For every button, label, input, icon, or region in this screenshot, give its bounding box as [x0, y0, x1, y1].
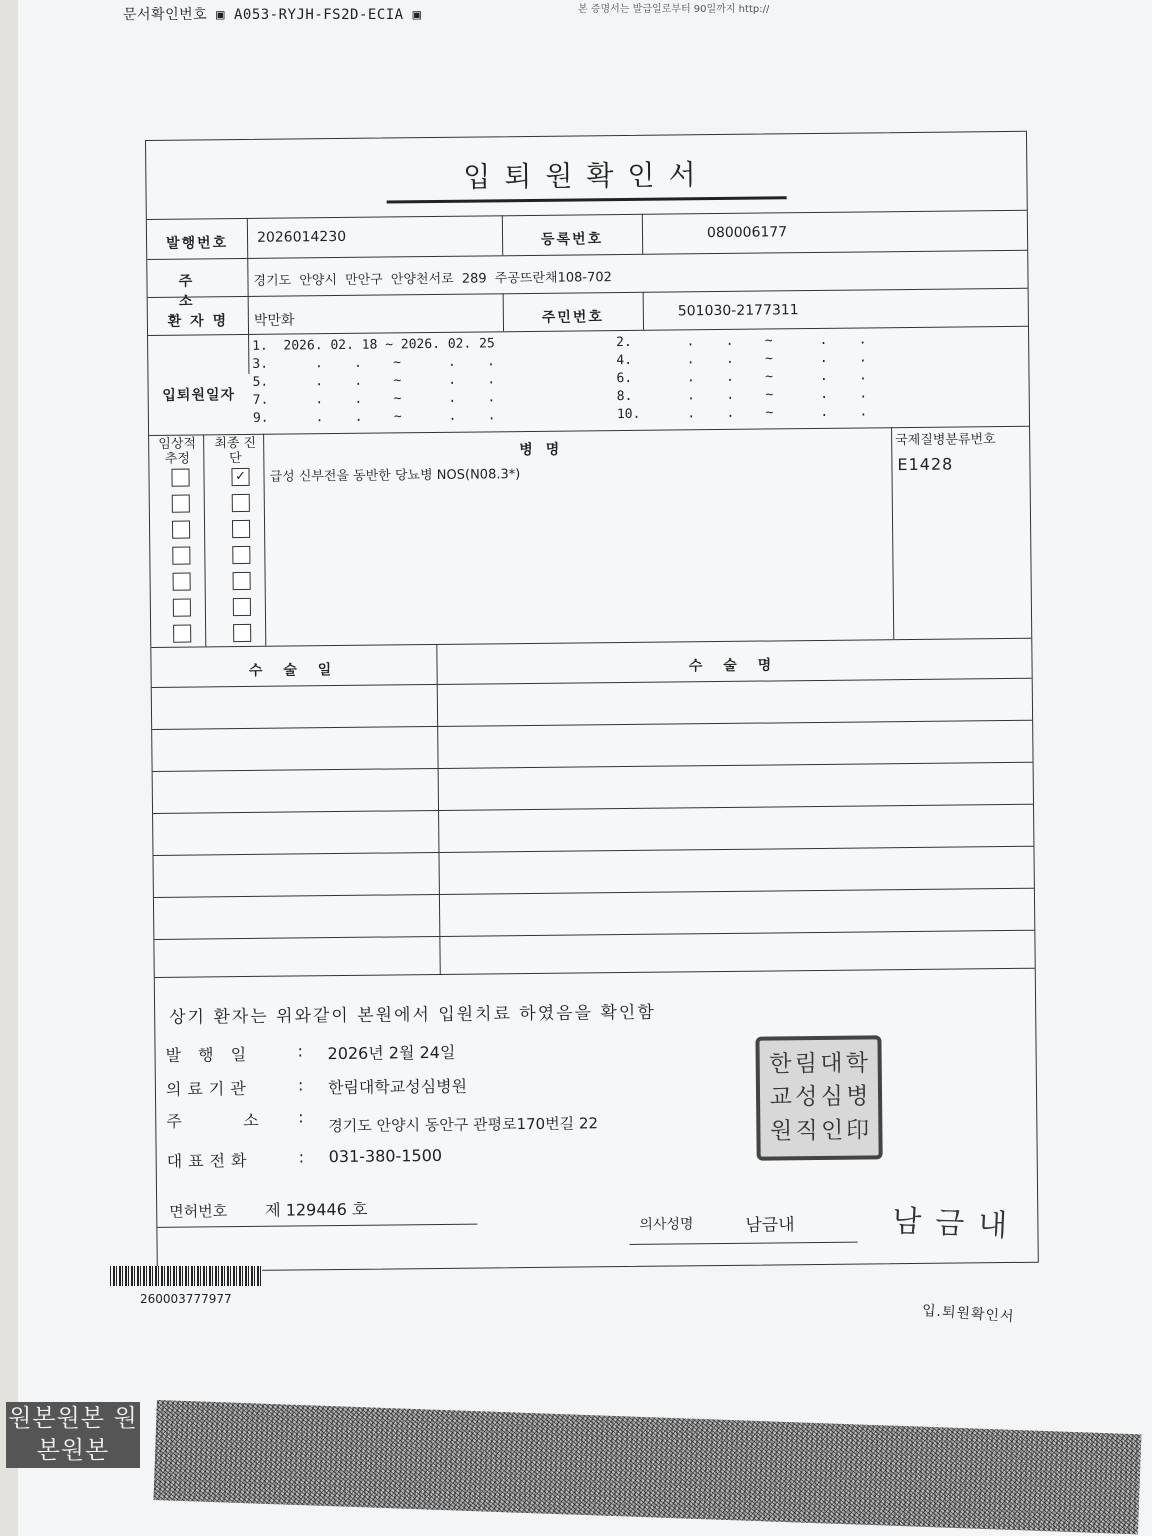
- clinical-checkbox-1[interactable]: [171, 469, 189, 487]
- stay-dates-label: 입퇴원일자: [162, 387, 236, 404]
- patient-name: 박만화: [253, 312, 295, 329]
- colon-3: :: [298, 1107, 304, 1127]
- issue-date-label: 발 행 일: [165, 1044, 253, 1065]
- inst-address-value: 경기도 안양시 동안구 관평로170번길 22: [328, 1114, 599, 1136]
- surgery-row-line: [152, 720, 1032, 730]
- row-divider: [151, 638, 1031, 648]
- barcode-number: 260003777977: [140, 1292, 232, 1306]
- row-divider: [147, 210, 1027, 220]
- rrn-value: 501030-2177311: [677, 302, 799, 320]
- hospital-seal: [755, 1035, 882, 1160]
- row-divider: [155, 968, 1035, 978]
- colon-4: :: [298, 1147, 305, 1167]
- row-divider: [148, 288, 1028, 298]
- surgery-row-line: [153, 762, 1033, 772]
- admission-certificate-form: [145, 131, 1039, 1272]
- seal-glyphs: 한 림 대 학 교 성 심 병 원 직 인 印: [769, 1050, 870, 1145]
- colon-1: :: [297, 1041, 304, 1061]
- disease-col-divider: [263, 434, 266, 646]
- final-diagnosis-header: 최종 진단: [214, 435, 257, 467]
- doc-confirm-label: 문서확인번호: [123, 7, 208, 23]
- doc-confirm-box-left-icon: ▣: [216, 7, 226, 23]
- form-footer-name: 입.퇴원확인서: [921, 1302, 1015, 1326]
- issue-no-value: 2026014230: [256, 228, 347, 246]
- row-divider: [147, 250, 1027, 260]
- inst-address-label: 주 소: [166, 1110, 265, 1131]
- colon-2: :: [297, 1075, 304, 1095]
- col-divider: [643, 292, 644, 330]
- license-label: 면허번호: [169, 1202, 228, 1221]
- clinical-checkbox-2[interactable]: [172, 495, 190, 513]
- final-checkbox-6[interactable]: [233, 598, 251, 616]
- checkbox-col-divider: [203, 434, 206, 646]
- final-checkbox-3[interactable]: [232, 520, 250, 538]
- validity-note: 본 증명서는 발급일로부터 90일까지 http://: [578, 4, 770, 15]
- stay-dates-left: 1. 2026. 02. 18 ~ 2026. 02. 25 3. . . ~ . . 5. . . ~ . . 7. . . ~ . . 9. . . ~ . .: [252, 336, 496, 426]
- surgery-date-header: 수 술 일: [248, 661, 340, 679]
- clinical-checkbox-3[interactable]: [172, 521, 190, 539]
- icd-code: E1428: [897, 454, 954, 475]
- phone-value: 031-380-1500: [328, 1145, 443, 1167]
- surgery-name-header: 수 술 명: [688, 657, 780, 675]
- final-checkbox-1[interactable]: ✓: [231, 468, 249, 486]
- col-divider: [642, 214, 643, 254]
- barcode: [110, 1266, 262, 1286]
- clinical-checkbox-7[interactable]: [173, 625, 191, 643]
- doctor-underline: [630, 1242, 858, 1245]
- title-underline: [387, 196, 787, 203]
- final-checkbox-7[interactable]: [233, 624, 251, 642]
- reg-no-label: 등록번호: [540, 231, 604, 248]
- stay-dates-right: 2. . . ~ . . 4. . . ~ . . 6. . . ~ . . 8. . . ~ . . 10. . . ~ . .: [616, 332, 868, 423]
- doctor-label: 의사성명: [639, 1216, 694, 1233]
- address-label: 주 소: [178, 273, 217, 310]
- issue-date-value: 2026년 2월 24일: [327, 1042, 456, 1064]
- surgery-row-line: [153, 846, 1033, 856]
- license-value: 제 129446 호: [265, 1199, 368, 1220]
- doctor-name: 남금내: [745, 1215, 795, 1236]
- disease-header: 병 명: [519, 441, 564, 459]
- institution-label: 의료기관: [165, 1078, 252, 1099]
- doctor-signature: 남금내: [891, 1203, 1022, 1245]
- final-checkbox-2[interactable]: [232, 494, 250, 512]
- surgery-row-line: [153, 804, 1033, 814]
- icd-col-divider: [891, 427, 894, 639]
- reg-no-value: 080006177: [706, 224, 788, 242]
- license-underline: [157, 1224, 477, 1228]
- patient-label: 환 자 명: [167, 313, 229, 330]
- surgery-row-line: [154, 888, 1034, 898]
- original-copy-stamp: 원본원본 원본원본: [6, 1402, 140, 1468]
- surgery-row-line: [154, 930, 1034, 940]
- disease-name: 급성 신부전을 동반한 당뇨병 NOS(N08.3*): [269, 467, 521, 485]
- disease-header-line: [263, 453, 891, 460]
- clinical-checkbox-5[interactable]: [173, 573, 191, 591]
- rrn-label: 주민번호: [541, 309, 605, 326]
- doc-confirm-value: A053-RYJH-FS2D-ECIA: [233, 7, 404, 23]
- doc-confirm-box-right-icon: ▣: [412, 7, 422, 23]
- form-title: 입퇴원확인서: [463, 158, 710, 194]
- institution-value: 한림대학교성심병원: [327, 1076, 468, 1098]
- icd-header: 국제질병분류번호: [895, 432, 996, 449]
- issue-no-label: 발행번호: [165, 235, 229, 252]
- final-checkbox-4[interactable]: [232, 546, 250, 564]
- doc-confirm-number: [123, 4, 422, 24]
- clinical-checkbox-6[interactable]: [173, 599, 191, 617]
- final-checkbox-5[interactable]: [233, 572, 251, 590]
- clinical-estimate-header: 임상적 추정: [158, 436, 197, 467]
- confirmation-statement: 상기 환자는 위와같이 본원에서 입원치료 하였음을 확인함: [169, 1002, 656, 1028]
- clinical-checkbox-4[interactable]: [172, 547, 190, 565]
- patient-address: 경기도 안양시 만안구 안양천서로 289 주공뜨란채108-702: [253, 270, 612, 289]
- phone-label: 대표전화: [166, 1150, 253, 1171]
